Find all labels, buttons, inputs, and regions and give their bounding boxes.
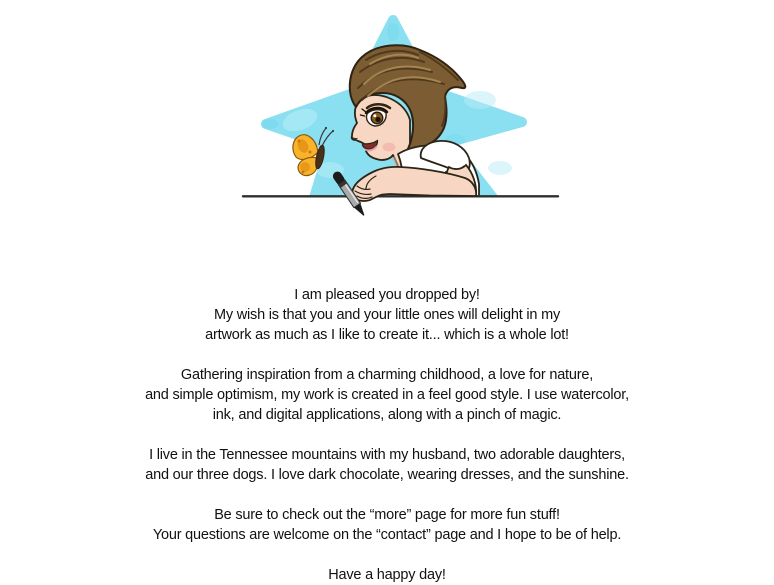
bio-line: Gathering inspiration from a charming childhood, a love for nature, <box>180 367 594 383</box>
bio-line: ink, and digital applications, along with a pinch of magic. <box>212 407 562 423</box>
girl-writing-illustration <box>0 0 774 235</box>
blush <box>383 143 396 152</box>
bio-line: and our three dogs. I love dark chocolate, wearing dresses, and the sunshine. <box>145 467 629 483</box>
bio-closing-line: Have a happy day! <box>328 567 446 583</box>
table-surface <box>0 198 774 236</box>
bio-line: My wish is that you and your little ones will delight in my <box>213 307 561 323</box>
bio-text <box>0 265 774 585</box>
bio-line: I live in the Tennessee mountains with my husband, two adorable daughters, <box>149 447 625 463</box>
bio-line: Your questions are welcome on the “contact” page and I hope to be of help. <box>152 527 622 543</box>
bio-line: Be sure to check out the “more” page for more fun stuff! <box>214 507 560 523</box>
bio-line: I am pleased you dropped by! <box>294 287 480 303</box>
bio-line: and simple optimism, my work is created in a feel good style. I use watercolor, <box>145 387 629 403</box>
bio-line: artwork as much as I like to create it... which is a whole lot! <box>205 327 569 343</box>
